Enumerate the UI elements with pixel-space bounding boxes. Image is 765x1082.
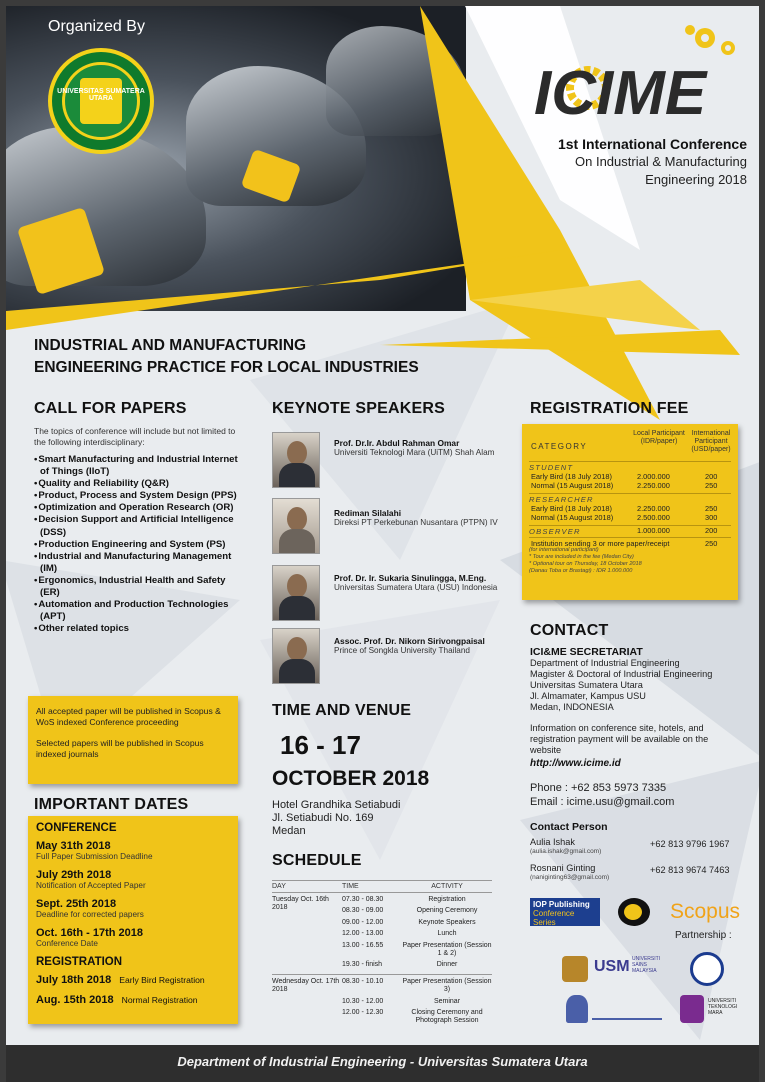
topic-item: • Automation and Production Technologies (APT) — [34, 599, 239, 623]
publication-note-box — [28, 696, 238, 784]
uitm-name: UNIVERSITI TEKNOLOGI MARA — [708, 998, 738, 1016]
topic-item: • Product, Process and System Design (PPS) — [34, 490, 239, 502]
scopus-logo: Scopus — [670, 900, 741, 923]
topic-item: • Production Engineering and System (PS) — [34, 539, 239, 551]
registration-fee-heading: REGISTRATION FEE — [530, 400, 689, 417]
speaker-photo — [272, 432, 320, 488]
fee-category-label: STUDENT — [529, 461, 731, 472]
contact-heading: CONTACT — [530, 622, 609, 639]
call-for-papers-heading: CALL FOR PAPERS — [34, 400, 187, 417]
date-desc: Full Paper Submission Deadline — [36, 852, 153, 861]
speaker-affiliation: Universitas Sumatera Utara (USU) Indonesia — [334, 583, 498, 592]
speaker-card — [272, 565, 497, 625]
contact-person-row — [530, 837, 750, 863]
registration-date-row: Aug. 15th 2018 Normal Registration — [36, 994, 198, 1006]
schedule-activity: Seminar — [433, 997, 461, 1005]
fee-intl-header: International Participant (USD/paper) — [691, 430, 731, 453]
topic-item: • Decision Support and Artificial Intelligence (DSS) — [34, 514, 239, 538]
contact-person-phone: +62 813 9674 7463 — [650, 865, 730, 875]
speaker-photo — [272, 628, 320, 684]
speaker-card — [272, 498, 497, 558]
table-row — [272, 974, 492, 994]
fee-category-header: CATEGORY — [531, 442, 588, 451]
fee-local-header: Local Participant (IDR/paper) — [633, 430, 685, 445]
table-row — [272, 893, 492, 905]
important-dates-heading: IMPORTANT DATES — [34, 796, 189, 813]
keynote-heading: KEYNOTE SPEAKERS — [272, 400, 446, 417]
topic-item: • Quality and Reliability (Q&R) — [34, 478, 239, 490]
schedule-heading: SCHEDULE — [272, 852, 362, 869]
speaker-name: Prof. Dr.Ir. Abdul Rahman Omar — [334, 438, 460, 448]
contact-email[interactable]: Email : icime.usu@gmail.com — [530, 796, 675, 808]
date-desc: Notification of Accepted Paper — [36, 881, 146, 890]
venue-hotel: Hotel Grandhika Setiabudi — [272, 799, 401, 811]
date-desc: Conference Date — [36, 939, 98, 948]
column-header: ACTIVITY — [402, 881, 492, 893]
accepted-paper-note: All accepted paper will be published in Scopus & WoS indexed Conference proceeding — [36, 706, 221, 727]
venue-heading: TIME AND VENUE — [272, 702, 412, 719]
address-line: Magister & Doctoral of Industrial Engineering — [530, 669, 713, 679]
contact-person-phone: +62 813 9796 1967 — [650, 839, 730, 849]
conference-title-line3: Engineering 2018 — [645, 172, 747, 187]
registration-date-row: July 18th 2018 Early Bird Registration — [36, 974, 205, 986]
theme-line1: INDUSTRIAL AND MANUFACTURING — [34, 337, 307, 354]
topics-list — [34, 454, 239, 635]
schedule-activity: Keynote Speakers — [418, 918, 476, 926]
speaker-name: Rediman Silalahi — [334, 508, 402, 518]
column-header: DAY — [272, 881, 342, 893]
schedule-time: 12.00 - 12.30 — [342, 1009, 384, 1017]
date-item: May 31th 2018 — [36, 840, 111, 852]
topic-item: • Optimization and Operation Research (OR) — [34, 502, 239, 514]
schedule-activity: Registration — [428, 896, 466, 903]
conference-theme — [34, 335, 419, 379]
topic-item: • Other related topics — [34, 623, 239, 635]
speaker-name: Prof. Dr. Ir. Sukaria Sinulingga, M.Eng. — [334, 573, 487, 583]
schedule-time: 07.30 - 08.30 — [342, 896, 384, 903]
partnership-label: Partnership : — [675, 930, 732, 941]
psu-logo — [592, 1000, 662, 1020]
contact-person-label: Contact Person — [530, 821, 608, 833]
schedule-header-row — [272, 881, 492, 893]
schedule-activity: Opening Ceremony — [416, 907, 478, 915]
theme-line2: ENGINEERING PRACTICE FOR LOCAL INDUSTRIES — [34, 359, 419, 376]
schedule-activity: Paper Presentation (Session 3) — [402, 974, 492, 994]
column-header: TIME — [342, 881, 402, 893]
schedule-day: Wednesday Oct. 17th 2018 — [272, 974, 342, 1026]
contact-person-name: Aulia Ishak — [530, 837, 575, 847]
topic-item: • Ergonomics, Industrial Health and Safety (ER) — [34, 575, 239, 599]
speaker-name: Assoc. Prof. Dr. Nikorn Sirivongpaisal — [334, 636, 485, 646]
fee-row: Early Bird (18 July 2018) 2.250.000 250 — [531, 504, 718, 513]
fee-table-header — [529, 428, 731, 458]
psu-crest-icon — [566, 995, 588, 1023]
speaker-photo — [272, 565, 320, 621]
call-for-papers-intro: The topics of conference will include but not limited to the following interdisciplinary: — [34, 426, 236, 447]
date-item: Sept. 25th 2018 — [36, 898, 117, 910]
easychair-logo — [618, 898, 650, 926]
contact-person-email: (aulia.ishak@gmail.com) — [530, 848, 602, 855]
contact-person-name: Rosnani Ginting — [530, 863, 596, 873]
schedule-time: 12.00 - 13.00 — [342, 930, 384, 938]
icime-logo-text: ICIME — [534, 59, 707, 128]
fee-row: Institution sending 3 or more paper/receipt 250 — [529, 537, 731, 547]
venue-days: 16 - 17 — [280, 730, 361, 760]
speaker-photo — [272, 498, 320, 554]
topic-item: • Smart Manufacturing and Industrial Internet of Things (IIoT) — [34, 454, 239, 478]
fee-row: 1.000.000 200 — [637, 526, 718, 535]
fee-category-label: RESEARCHER — [529, 493, 731, 504]
usm-logo: USM — [594, 958, 630, 975]
schedule-time: 08.30 - 09.00 — [342, 907, 384, 915]
schedule-day: Tuesday Oct. 16th 2018 — [272, 896, 329, 912]
schedule-table — [272, 880, 492, 1026]
schedule-activity: Lunch — [437, 930, 457, 938]
address-line: Jl. Almamater, Kampus USU — [530, 691, 646, 701]
conference-dates-label: CONFERENCE — [36, 822, 117, 834]
organized-by-label: Organized By — [48, 18, 145, 35]
address-line: Universitas Sumatera Utara — [530, 680, 643, 690]
schedule-time: 08.30 - 10.10 — [342, 974, 402, 994]
conference-title — [558, 135, 747, 189]
schedule-time: 10.30 - 12.00 — [342, 997, 384, 1005]
speaker-affiliation: Prince of Songkla University Thailand — [334, 646, 470, 655]
secretariat-label: ICI&ME SECRETARIAT — [530, 646, 643, 658]
icime-logo — [530, 18, 750, 128]
venue-city: Medan — [272, 825, 306, 837]
selected-paper-note: Selected papers will be published in Scopus indexed journals — [36, 738, 204, 759]
schedule-time: 13.00 - 16.55 — [342, 941, 384, 949]
conference-title-line1: 1st International Conference — [557, 136, 747, 152]
date-item: July 29th 2018 — [36, 869, 112, 881]
call-for-papers-section — [34, 400, 239, 635]
date-item: Oct. 16th - 17th 2018 — [36, 927, 143, 939]
contact-person-row — [530, 863, 750, 889]
website-link[interactable]: http://www.icime.id — [530, 758, 621, 769]
contact-section — [530, 622, 750, 889]
fee-note: * Tour are included in the fee (Medan City) — [529, 554, 634, 560]
contact-info: Information on conference site, hotels, and registration payment will be available on the website — [530, 723, 709, 755]
keynote-section — [272, 400, 497, 418]
fee-category-label: OBSERVER — [529, 525, 731, 536]
address-line: Medan, INDONESIA — [530, 702, 614, 712]
iop-logo: IOP Publishing Conference Series — [530, 898, 600, 926]
registration-fee-section — [530, 400, 750, 418]
speaker-card — [272, 432, 497, 492]
venue-month: OCTOBER 2018 — [272, 767, 430, 790]
schedule-time: 19.30 - finish — [342, 961, 383, 969]
schedule-activity: Closing Ceremony and Photograph Session — [411, 1009, 483, 1025]
schedule-time: 09.00 - 12.00 — [342, 918, 384, 926]
partner-seal-icon — [690, 952, 724, 986]
usm-name: UNIVERSITI SAINS MALAYSIA — [632, 956, 661, 974]
speaker-affiliation: Universiti Teknologi Mara (UiTM) Shah Alam — [334, 448, 495, 457]
speaker-card — [272, 628, 497, 688]
venue-section — [272, 702, 492, 838]
fee-note: (for international participant) — [529, 547, 599, 553]
topic-item: • Industrial and Manufacturing Management (IM) — [34, 551, 239, 575]
fee-note: * Optional tour on Thursday, 18 October 2018 — [529, 561, 642, 567]
footer: Department of Industrial Engineering - Universitas Sumatera Utara — [0, 1045, 765, 1082]
conference-title-line2: On Industrial & Manufacturing — [575, 154, 747, 169]
registration-fee-table — [522, 424, 738, 600]
venue-street: Jl. Setiabudi No. 169 — [272, 812, 374, 824]
address-line: Department of Industrial Engineering — [530, 658, 680, 668]
fee-row: Early Bird (18 July 2018) 2.000.000 200 — [531, 472, 718, 481]
registration-dates-label: REGISTRATION — [36, 956, 123, 968]
date-desc: Deadline for corrected papers — [36, 910, 144, 919]
speaker-affiliation: Direksi PT Perkebunan Nusantara (PTPN) IV — [334, 518, 498, 527]
fee-row: Normal (15 August 2018) 2.500.000 300 — [531, 513, 718, 522]
important-dates-box — [28, 816, 238, 1024]
fee-note: (Danau Toba or Brastagi) : IDR 1.000.000 — [529, 568, 633, 574]
schedule-activity: Dinner — [436, 961, 458, 969]
malaysia-crest-icon — [562, 956, 588, 982]
fee-row: Normal (15 August 2018) 2.250.000 250 — [531, 481, 718, 490]
contact-person-email: (naniginting63@gmail.com) — [530, 874, 610, 881]
uitm-crest-icon — [680, 995, 704, 1023]
contact-phone: Phone : +62 853 5973 7335 — [530, 782, 667, 794]
schedule-activity: Paper Presentation (Session 1 & 2) — [402, 941, 492, 958]
usu-logo: UNIVERSITAS SUMATERA UTARA — [48, 48, 154, 154]
